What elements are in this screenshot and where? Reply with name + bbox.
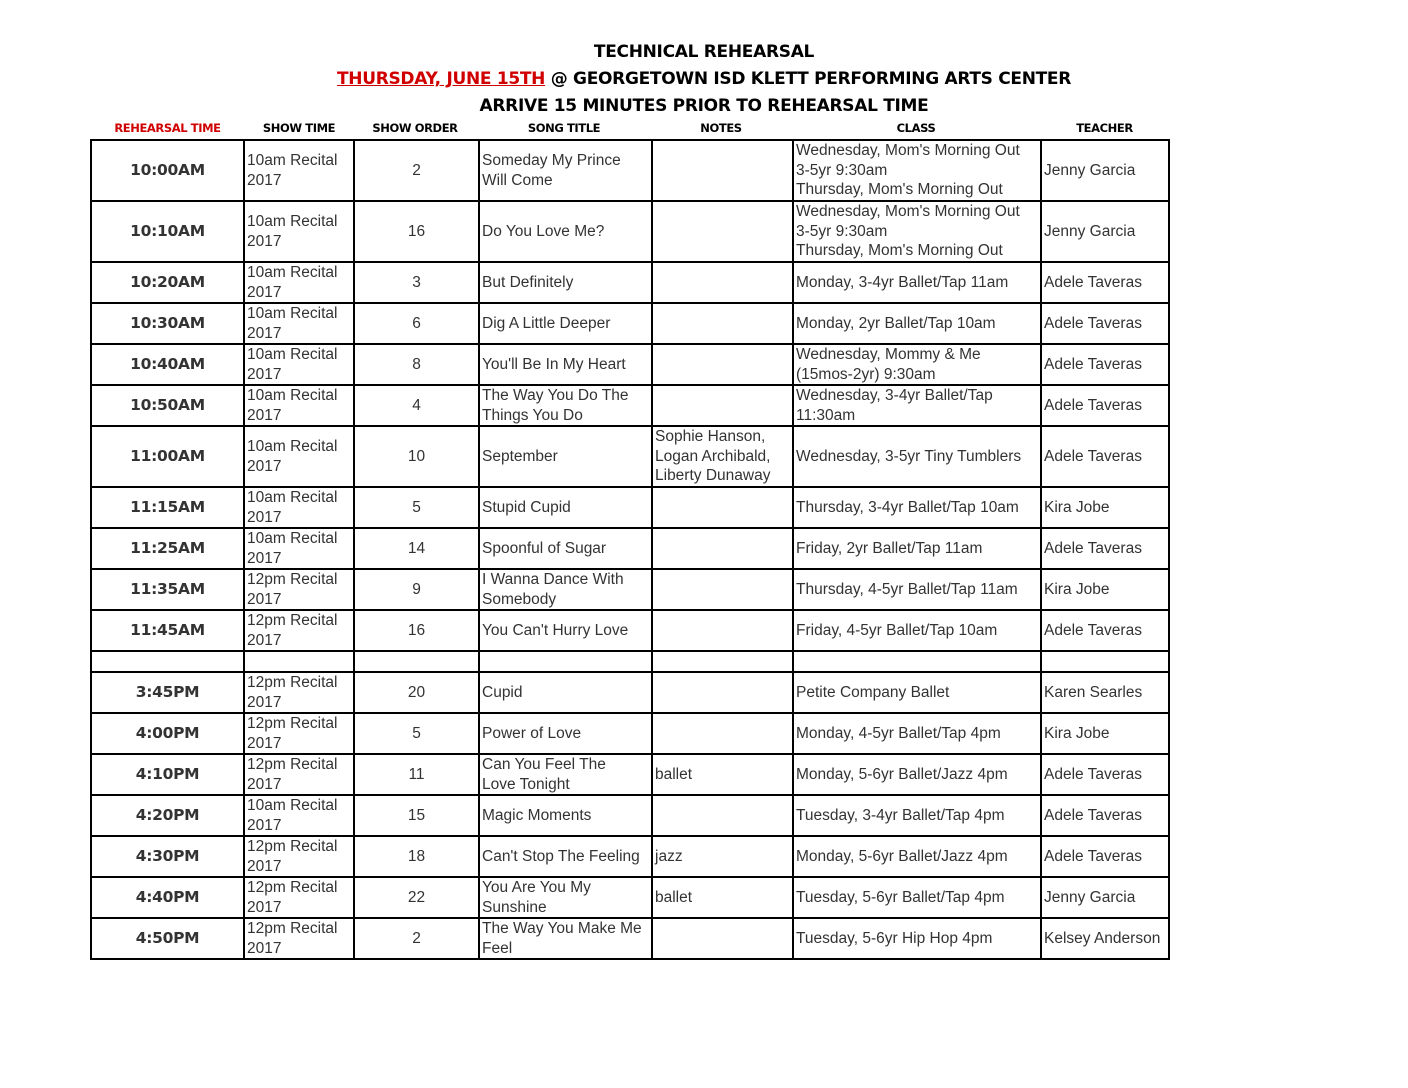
- notes-cell: [652, 672, 793, 713]
- song-title-text: The Way You Do The Things You Do: [482, 387, 629, 424]
- song-title-cell: [479, 262, 652, 303]
- schedule-row: [91, 836, 1169, 877]
- rehearsal-time-text: 11:25AM: [130, 538, 205, 557]
- schedule-row: [91, 569, 1169, 610]
- show-order-cell: [354, 918, 479, 959]
- rehearsal-time-cell: [91, 303, 244, 344]
- schedule-row: [91, 528, 1169, 569]
- song-title-cell: [479, 528, 652, 569]
- song-title-cell: [479, 487, 652, 528]
- class-text: Wednesday, 3-4yr Ballet/Tap 11:30am: [796, 387, 993, 424]
- show-time-cell: [244, 201, 354, 262]
- show-time-text: 10am Recital 2017: [247, 387, 338, 424]
- rehearsal-time-text: 4:20PM: [135, 805, 200, 824]
- show-time-text: 10am Recital 2017: [247, 264, 338, 301]
- show-order-cell: [354, 672, 479, 713]
- show-order-text: 3: [412, 273, 421, 291]
- show-order-cell: [354, 795, 479, 836]
- song-title-cell: [479, 303, 652, 344]
- show-time-cell: [244, 877, 354, 918]
- teacher-text: Karen Searles: [1044, 683, 1143, 701]
- show-order-cell: [354, 385, 479, 426]
- rehearsal-time-text: 10:00AM: [130, 160, 205, 179]
- show-order-text: 15: [407, 806, 426, 824]
- show-order-cell: [354, 487, 479, 528]
- show-time-cell: [244, 918, 354, 959]
- teacher-cell: [1041, 651, 1169, 672]
- show-time-cell: [244, 836, 354, 877]
- show-order-text: 18: [407, 847, 426, 865]
- class-text: Tuesday, 5-6yr Hip Hop 4pm: [796, 929, 993, 947]
- show-time-text: 12pm Recital 2017: [247, 612, 338, 649]
- notes-cell: [652, 651, 793, 672]
- show-time-text: 10am Recital 2017: [247, 346, 338, 383]
- teacher-cell: [1041, 487, 1169, 528]
- teacher-cell: [1041, 303, 1169, 344]
- rehearsal-time-text: 10:50AM: [130, 395, 205, 414]
- rehearsal-time-text: 4:30PM: [135, 846, 200, 865]
- teacher-cell: [1041, 385, 1169, 426]
- show-order-cell: [354, 713, 479, 754]
- song-title-cell: [479, 426, 652, 487]
- show-time-text: 10am Recital 2017: [247, 152, 338, 189]
- song-title-text: The Way You Make Me Feel: [482, 920, 642, 957]
- song-title-text: Cupid: [482, 683, 523, 701]
- rehearsal-time-text: 11:45AM: [130, 620, 205, 639]
- song-title-text: Do You Love Me?: [482, 222, 605, 240]
- show-time-cell: [244, 528, 354, 569]
- song-title-cell: [479, 201, 652, 262]
- song-title-text: Stupid Cupid: [482, 498, 571, 516]
- show-time-text: 10am Recital 2017: [247, 438, 338, 475]
- teacher-cell: [1041, 918, 1169, 959]
- class-cell: [793, 140, 1041, 201]
- teacher-text: Adele Taveras: [1044, 765, 1142, 783]
- song-title-text: Magic Moments: [482, 806, 592, 824]
- class-text: Monday, 2yr Ballet/Tap 10am: [796, 314, 996, 332]
- rehearsal-time-text: 11:35AM: [130, 579, 205, 598]
- class-cell: [793, 201, 1041, 262]
- notes-cell: [652, 610, 793, 651]
- show-order-cell: [354, 836, 479, 877]
- class-cell: [793, 426, 1041, 487]
- teacher-text: Kira Jobe: [1044, 724, 1110, 742]
- schedule-row: [91, 713, 1169, 754]
- show-time-text: 10am Recital 2017: [247, 797, 338, 834]
- class-text: Wednesday, Mommy & Me (15mos-2yr) 9:30am: [796, 346, 981, 383]
- rehearsal-time-cell: [91, 385, 244, 426]
- song-title-cell: [479, 795, 652, 836]
- rehearsal-time-text: 10:40AM: [130, 354, 205, 373]
- show-time-cell: [244, 569, 354, 610]
- notes-cell: [652, 201, 793, 262]
- song-title-text: Power of Love: [482, 724, 582, 742]
- song-title-text: Spoonful of Sugar: [482, 539, 607, 557]
- rehearsal-time-cell: [91, 140, 244, 201]
- schedule-row: [91, 344, 1169, 385]
- song-title-cell: [479, 754, 652, 795]
- show-order-text: 2: [412, 929, 421, 947]
- schedule-row: [91, 426, 1169, 487]
- schedule-row: [91, 672, 1169, 713]
- event-date: THURSDAY, JUNE 15TH: [336, 69, 546, 89]
- schedule-row: [91, 877, 1169, 918]
- teacher-cell: [1041, 877, 1169, 918]
- show-order-text: 22: [407, 888, 426, 906]
- schedule-row: [91, 262, 1169, 303]
- column-header-notes: NOTES: [700, 121, 742, 135]
- show-time-text: 12pm Recital 2017: [247, 879, 338, 916]
- rehearsal-time-text: 11:00AM: [130, 446, 205, 465]
- rehearsal-time-cell: [91, 569, 244, 610]
- rehearsal-time-text: 3:45PM: [135, 682, 200, 701]
- teacher-cell: [1041, 344, 1169, 385]
- teacher-text: Adele Taveras: [1044, 806, 1142, 824]
- rehearsal-time-cell: [91, 836, 244, 877]
- notes-cell: [652, 528, 793, 569]
- show-order-text: 4: [412, 396, 421, 414]
- teacher-text: Adele Taveras: [1044, 621, 1142, 639]
- show-order-cell: [354, 140, 479, 201]
- teacher-cell: [1041, 672, 1169, 713]
- song-title-cell: [479, 569, 652, 610]
- show-time-text: 12pm Recital 2017: [247, 756, 338, 793]
- show-time-cell: [244, 487, 354, 528]
- song-title-cell: [479, 610, 652, 651]
- teacher-text: Kira Jobe: [1044, 498, 1110, 516]
- rehearsal-time-cell: [91, 528, 244, 569]
- notes-cell: [652, 877, 793, 918]
- teacher-text: Adele Taveras: [1044, 539, 1142, 557]
- teacher-text: Jenny Garcia: [1044, 888, 1136, 906]
- class-cell: [793, 754, 1041, 795]
- notes-cell: [652, 344, 793, 385]
- class-text: Monday, 4-5yr Ballet/Tap 4pm: [796, 724, 1001, 742]
- schedule-row: [91, 487, 1169, 528]
- teacher-text: Adele Taveras: [1044, 447, 1142, 465]
- show-order-cell: [354, 262, 479, 303]
- show-order-text: 5: [412, 724, 421, 742]
- rehearsal-time-cell: [91, 713, 244, 754]
- song-title-cell: [479, 344, 652, 385]
- notes-cell: [652, 426, 793, 487]
- schedule-row: [91, 140, 1169, 201]
- column-header-song-title: SONG TITLE: [527, 121, 601, 135]
- show-time-cell: [244, 795, 354, 836]
- column-header-rehearsal-time: REHEARSAL TIME: [114, 121, 221, 135]
- notes-cell: [652, 795, 793, 836]
- rehearsal-time-text: 4:00PM: [135, 723, 200, 742]
- show-order-cell: [354, 651, 479, 672]
- rehearsal-time-cell: [91, 344, 244, 385]
- notes-cell: [652, 569, 793, 610]
- class-cell: [793, 610, 1041, 651]
- song-title-cell: [479, 385, 652, 426]
- song-title-text: September: [482, 447, 558, 465]
- notes-cell: [652, 140, 793, 201]
- teacher-text: Jenny Garcia: [1044, 222, 1136, 240]
- notes-cell: [652, 303, 793, 344]
- rehearsal-time-cell: [91, 426, 244, 487]
- teacher-text: Kelsey Anderson: [1044, 929, 1161, 947]
- notes-cell: [652, 385, 793, 426]
- class-cell: [793, 651, 1041, 672]
- show-time-text: 10am Recital 2017: [247, 213, 338, 250]
- class-text: Petite Company Ballet: [796, 683, 950, 701]
- rehearsal-time-cell: [91, 877, 244, 918]
- notes-cell: [652, 713, 793, 754]
- song-title-text: Someday My Prince Will Come: [482, 152, 621, 189]
- show-time-cell: [244, 262, 354, 303]
- teacher-text: Adele Taveras: [1044, 273, 1142, 291]
- schedule-row: [91, 918, 1169, 959]
- song-title-text: You Can't Hurry Love: [482, 621, 629, 639]
- class-cell: [793, 836, 1041, 877]
- class-cell: [793, 672, 1041, 713]
- class-text: Wednesday, Mom's Morning Out 3-5yr 9:30am Thursday, Mom's Morning Out: [796, 142, 1020, 199]
- notes-cell: [652, 754, 793, 795]
- show-order-cell: [354, 303, 479, 344]
- show-time-cell: [244, 344, 354, 385]
- class-text: Monday, 3-4yr Ballet/Tap 11am: [796, 273, 1009, 291]
- show-time-text: 10am Recital 2017: [247, 530, 338, 567]
- class-cell: [793, 303, 1041, 344]
- rehearsal-time-cell: [91, 651, 244, 672]
- class-text: Thursday, 3-4yr Ballet/Tap 10am: [796, 498, 1019, 516]
- class-cell: [793, 262, 1041, 303]
- event-venue: @ GEORGETOWN ISD KLETT PERFORMING ARTS CENTER: [545, 69, 1072, 89]
- show-order-cell: [354, 569, 479, 610]
- show-order-cell: [354, 877, 479, 918]
- schedule-row: [91, 610, 1169, 651]
- show-time-cell: [244, 754, 354, 795]
- song-title-cell: [479, 651, 652, 672]
- show-time-cell: [244, 303, 354, 344]
- show-time-cell: [244, 426, 354, 487]
- rehearsal-time-text: 4:40PM: [135, 887, 200, 906]
- show-time-text: 10am Recital 2017: [247, 489, 338, 526]
- rehearsal-time-cell: [91, 672, 244, 713]
- show-order-text: 20: [407, 683, 426, 701]
- show-time-cell: [244, 651, 354, 672]
- rehearsal-time-cell: [91, 795, 244, 836]
- show-time-text: 12pm Recital 2017: [247, 674, 338, 711]
- song-title-cell: [479, 713, 652, 754]
- schedule-row: [91, 303, 1169, 344]
- rehearsal-time-cell: [91, 754, 244, 795]
- notes-text: ballet: [655, 888, 693, 906]
- class-cell: [793, 569, 1041, 610]
- teacher-text: Jenny Garcia: [1044, 161, 1136, 179]
- class-cell: [793, 528, 1041, 569]
- class-text: Friday, 2yr Ballet/Tap 11am: [796, 539, 983, 557]
- arrival-note: ARRIVE 15 MINUTES PRIOR TO REHEARSAL TIME: [479, 96, 929, 116]
- notes-text: Sophie Hanson, Logan Archibald, Liberty Dunaway: [655, 428, 771, 485]
- teacher-cell: [1041, 713, 1169, 754]
- song-title-cell: [479, 672, 652, 713]
- show-time-text: 10am Recital 2017: [247, 305, 338, 342]
- class-cell: [793, 918, 1041, 959]
- teacher-text: Adele Taveras: [1044, 396, 1142, 414]
- show-order-cell: [354, 528, 479, 569]
- teacher-cell: [1041, 795, 1169, 836]
- show-order-text: 9: [412, 580, 421, 598]
- show-time-cell: [244, 140, 354, 201]
- teacher-cell: [1041, 426, 1169, 487]
- class-cell: [793, 795, 1041, 836]
- rehearsal-time-text: 4:10PM: [135, 764, 200, 783]
- show-time-text: 12pm Recital 2017: [247, 920, 338, 957]
- column-header-show-order: SHOW ORDER: [372, 121, 458, 135]
- class-text: Tuesday, 5-6yr Ballet/Tap 4pm: [796, 888, 1005, 906]
- notes-text: ballet: [655, 765, 693, 783]
- song-title-cell: [479, 836, 652, 877]
- rehearsal-time-cell: [91, 262, 244, 303]
- show-order-text: 2: [412, 161, 421, 179]
- show-order-text: 5: [412, 498, 421, 516]
- column-header-class: CLASS: [896, 121, 936, 135]
- show-order-text: 11: [408, 765, 425, 783]
- schedule-row: [91, 795, 1169, 836]
- class-text: Wednesday, 3-5yr Tiny Tumblers: [796, 447, 1022, 465]
- song-title-text: Can't Stop The Feeling: [482, 847, 640, 865]
- show-time-cell: [244, 385, 354, 426]
- notes-text: jazz: [655, 847, 683, 865]
- class-text: Monday, 5-6yr Ballet/Jazz 4pm: [796, 847, 1008, 865]
- teacher-cell: [1041, 262, 1169, 303]
- song-title-text: You Are You My Sunshine: [482, 879, 591, 916]
- teacher-cell: [1041, 610, 1169, 651]
- teacher-cell: [1041, 836, 1169, 877]
- rehearsal-time-cell: [91, 610, 244, 651]
- rehearsal-time-cell: [91, 487, 244, 528]
- rehearsal-time-text: 4:50PM: [135, 928, 200, 947]
- teacher-text: Adele Taveras: [1044, 355, 1142, 373]
- notes-cell: [652, 918, 793, 959]
- document-title: TECHNICAL REHEARSAL: [593, 42, 815, 62]
- class-text: Monday, 5-6yr Ballet/Jazz 4pm: [796, 765, 1008, 783]
- notes-cell: [652, 836, 793, 877]
- class-cell: [793, 877, 1041, 918]
- schedule-row: [91, 201, 1169, 262]
- teacher-cell: [1041, 754, 1169, 795]
- class-cell: [793, 385, 1041, 426]
- class-text: Thursday, 4-5yr Ballet/Tap 11am: [796, 580, 1018, 598]
- rehearsal-schedule-table: [90, 139, 1170, 960]
- rehearsal-time-text: 10:10AM: [130, 221, 205, 240]
- rehearsal-time-cell: [91, 201, 244, 262]
- teacher-text: Adele Taveras: [1044, 314, 1142, 332]
- teacher-cell: [1041, 528, 1169, 569]
- class-text: Tuesday, 3-4yr Ballet/Tap 4pm: [796, 806, 1005, 824]
- teacher-cell: [1041, 201, 1169, 262]
- class-cell: [793, 713, 1041, 754]
- teacher-text: Kira Jobe: [1044, 580, 1110, 598]
- show-time-cell: [244, 672, 354, 713]
- rehearsal-time-text: 10:20AM: [130, 272, 205, 291]
- show-order-text: 10: [407, 447, 426, 465]
- song-title-cell: [479, 140, 652, 201]
- column-header-show-time: SHOW TIME: [262, 121, 336, 135]
- song-title-cell: [479, 918, 652, 959]
- show-order-text: 8: [412, 355, 421, 373]
- teacher-cell: [1041, 569, 1169, 610]
- class-cell: [793, 487, 1041, 528]
- teacher-cell: [1041, 140, 1169, 201]
- schedule-row: [91, 754, 1169, 795]
- rehearsal-time-cell: [91, 918, 244, 959]
- song-title-text: But Definitely: [482, 273, 574, 291]
- show-time-text: 12pm Recital 2017: [247, 838, 338, 875]
- rehearsal-time-text: 10:30AM: [130, 313, 205, 332]
- show-time-cell: [244, 610, 354, 651]
- class-text: Friday, 4-5yr Ballet/Tap 10am: [796, 621, 998, 639]
- class-text: Wednesday, Mom's Morning Out 3-5yr 9:30am Thursday, Mom's Morning Out: [796, 203, 1020, 260]
- rehearsal-time-text: 11:15AM: [130, 497, 205, 516]
- song-title-text: Dig A Little Deeper: [482, 314, 611, 332]
- show-time-cell: [244, 713, 354, 754]
- song-title-text: You'll Be In My Heart: [482, 355, 626, 373]
- notes-cell: [652, 262, 793, 303]
- show-order-text: 6: [412, 314, 421, 332]
- show-order-text: 14: [407, 539, 426, 557]
- song-title-text: Can You Feel The Love Tonight: [482, 756, 606, 793]
- show-order-cell: [354, 344, 479, 385]
- show-time-text: 12pm Recital 2017: [247, 571, 338, 608]
- song-title-text: I Wanna Dance With Somebody: [482, 571, 624, 608]
- notes-cell: [652, 487, 793, 528]
- show-order-cell: [354, 201, 479, 262]
- teacher-text: Adele Taveras: [1044, 847, 1142, 865]
- song-title-cell: [479, 877, 652, 918]
- show-order-cell: [354, 426, 479, 487]
- show-order-cell: [354, 754, 479, 795]
- class-cell: [793, 344, 1041, 385]
- show-order-cell: [354, 610, 479, 651]
- show-time-text: 12pm Recital 2017: [247, 715, 338, 752]
- schedule-row: [91, 385, 1169, 426]
- column-header-teacher: TEACHER: [1076, 121, 1133, 135]
- show-order-text: 16: [407, 621, 426, 639]
- schedule-row: [91, 651, 1169, 672]
- show-order-text: 16: [407, 222, 426, 240]
- event-date-venue: [0, 69, 1408, 89]
